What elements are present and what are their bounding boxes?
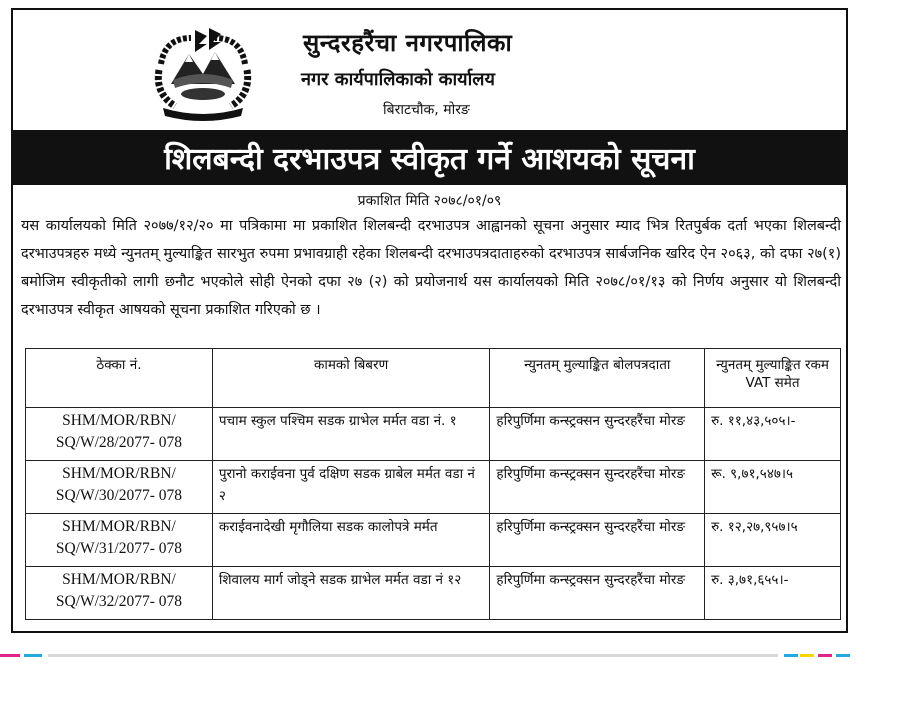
- nepal-government-emblem-icon: [151, 24, 255, 122]
- color-bar-cyan-edge: [836, 654, 850, 657]
- header-amount: न्युनतम् मुल्याङ्कित रकम VAT समेत: [705, 349, 841, 408]
- published-date: प्रकाशित मिति २०७८/०१/०९: [357, 193, 502, 209]
- table-row: [26, 408, 841, 461]
- work-description: पचाम स्कुल पश्चिम सडक ग्राभेल मर्मत वडा नं. १: [212, 408, 490, 461]
- color-bar-yellow: [800, 654, 814, 657]
- contracts-table: [25, 348, 841, 620]
- bidder-name: हरिपुर्णिमा कन्स्ट्रक्सन सुन्दरहरैंचा मोरङ: [490, 408, 705, 461]
- table-row: [26, 461, 841, 514]
- notice-body: यस कार्यालयको मिति २०७७/१२/२० मा पत्रिकामा मा प्रकाशित शिलबन्दी दरभाउपत्र आह्वानको सूचना अनुसार म्याद भित्र रितपुर्बक दर्ता भएका शिलबन्दी दरभाउपत्रहरु मध्ये न्युनतम् मुल्याङ्कित सारभुत रुपमा प्रभावग्राही रहेका शिलबन्दी दरभाउपत्रदाताहरुको दरभाउपत्र सार्बजनिक खरिद ऐन २०६३, को दफा २७(१) बमोजिम स्वीकृतीको लागी छनौट भएकोले सोही ऐनको दफा २७ (२) को प्रयोजनार्थ यस कार्यालयको मिति २०७८/०१/१३ को निर्णय अनुसार यो शिलबन्दी दरभाउपत्र स्वीकृत आषयको सूचना प्रकाशित गरिएको छ ।: [21, 218, 841, 318]
- work-description: शिवालय मार्ग जोड्ने सडक ग्राभेल मर्मत वडा नं १२: [212, 567, 490, 620]
- table-row: [26, 514, 841, 567]
- work-description: पुरानो कराईवना पुर्व दक्षिण सडक ग्राबेल मर्मत वडा नं २: [212, 461, 490, 514]
- table-row: [26, 567, 841, 620]
- amount: रू. ९,७१,५४७।५: [705, 461, 841, 514]
- contract-code: SHM/MOR/RBN/ SQ/W/32/2077- 078: [26, 567, 213, 620]
- table-header-row: [26, 349, 841, 408]
- color-bar-gray: [48, 654, 778, 657]
- amount: रु. ३,७१,६५५।-: [705, 567, 841, 620]
- color-bar-cyan-left: [24, 654, 42, 657]
- color-bar-magenta-left: [0, 654, 20, 657]
- amount: रु. ११,४३,५०५।-: [705, 408, 841, 461]
- bidder-name: हरिपुर्णिमा कन्स्ट्रक्सन सुन्दरहरैंचा मोरङ: [490, 461, 705, 514]
- bidder-name: हरिपुर्णिमा कन्स्ट्रक्सन सुन्दरहरैंचा मोरङ: [490, 567, 705, 620]
- header: [13, 10, 846, 130]
- work-description: कराईवनादेखी मृगौलिया सडक कालोपत्रे मर्मत: [212, 514, 490, 567]
- color-bar-magenta-right: [818, 654, 832, 657]
- contract-code: SHM/MOR/RBN/ SQ/W/28/2077- 078: [26, 408, 213, 461]
- notice-title-banner: [13, 130, 846, 185]
- notice-title: शिलबन्दी दरभाउपत्र स्वीकृत गर्ने आशयको सूचना: [164, 142, 695, 177]
- notice-frame: [11, 8, 848, 633]
- amount: रु. १२,२७,९५७।५: [705, 514, 841, 567]
- header-contract-no: ठेक्का नं.: [26, 349, 213, 408]
- contract-code: SHM/MOR/RBN/ SQ/W/30/2077- 078: [26, 461, 213, 514]
- office-name: नगर कार्यपालिकाको कार्यालय: [301, 69, 495, 90]
- color-bar-cyan-right: [784, 654, 798, 657]
- address: बिराटचौक, मोरङ: [383, 102, 470, 118]
- org-name: सुन्दरहरैंचा नगरपालिका: [303, 28, 513, 57]
- contract-code: SHM/MOR/RBN/ SQ/W/31/2077- 078: [26, 514, 213, 567]
- header-work-description: कामको बिबरण: [212, 349, 490, 408]
- header-bidder: न्युनतम् मुल्याङ्कित बोलपत्रदाता: [490, 349, 705, 408]
- bidder-name: हरिपुर्णिमा कन्स्ट्रक्सन सुन्दरहरैंचा मोरङ: [490, 514, 705, 567]
